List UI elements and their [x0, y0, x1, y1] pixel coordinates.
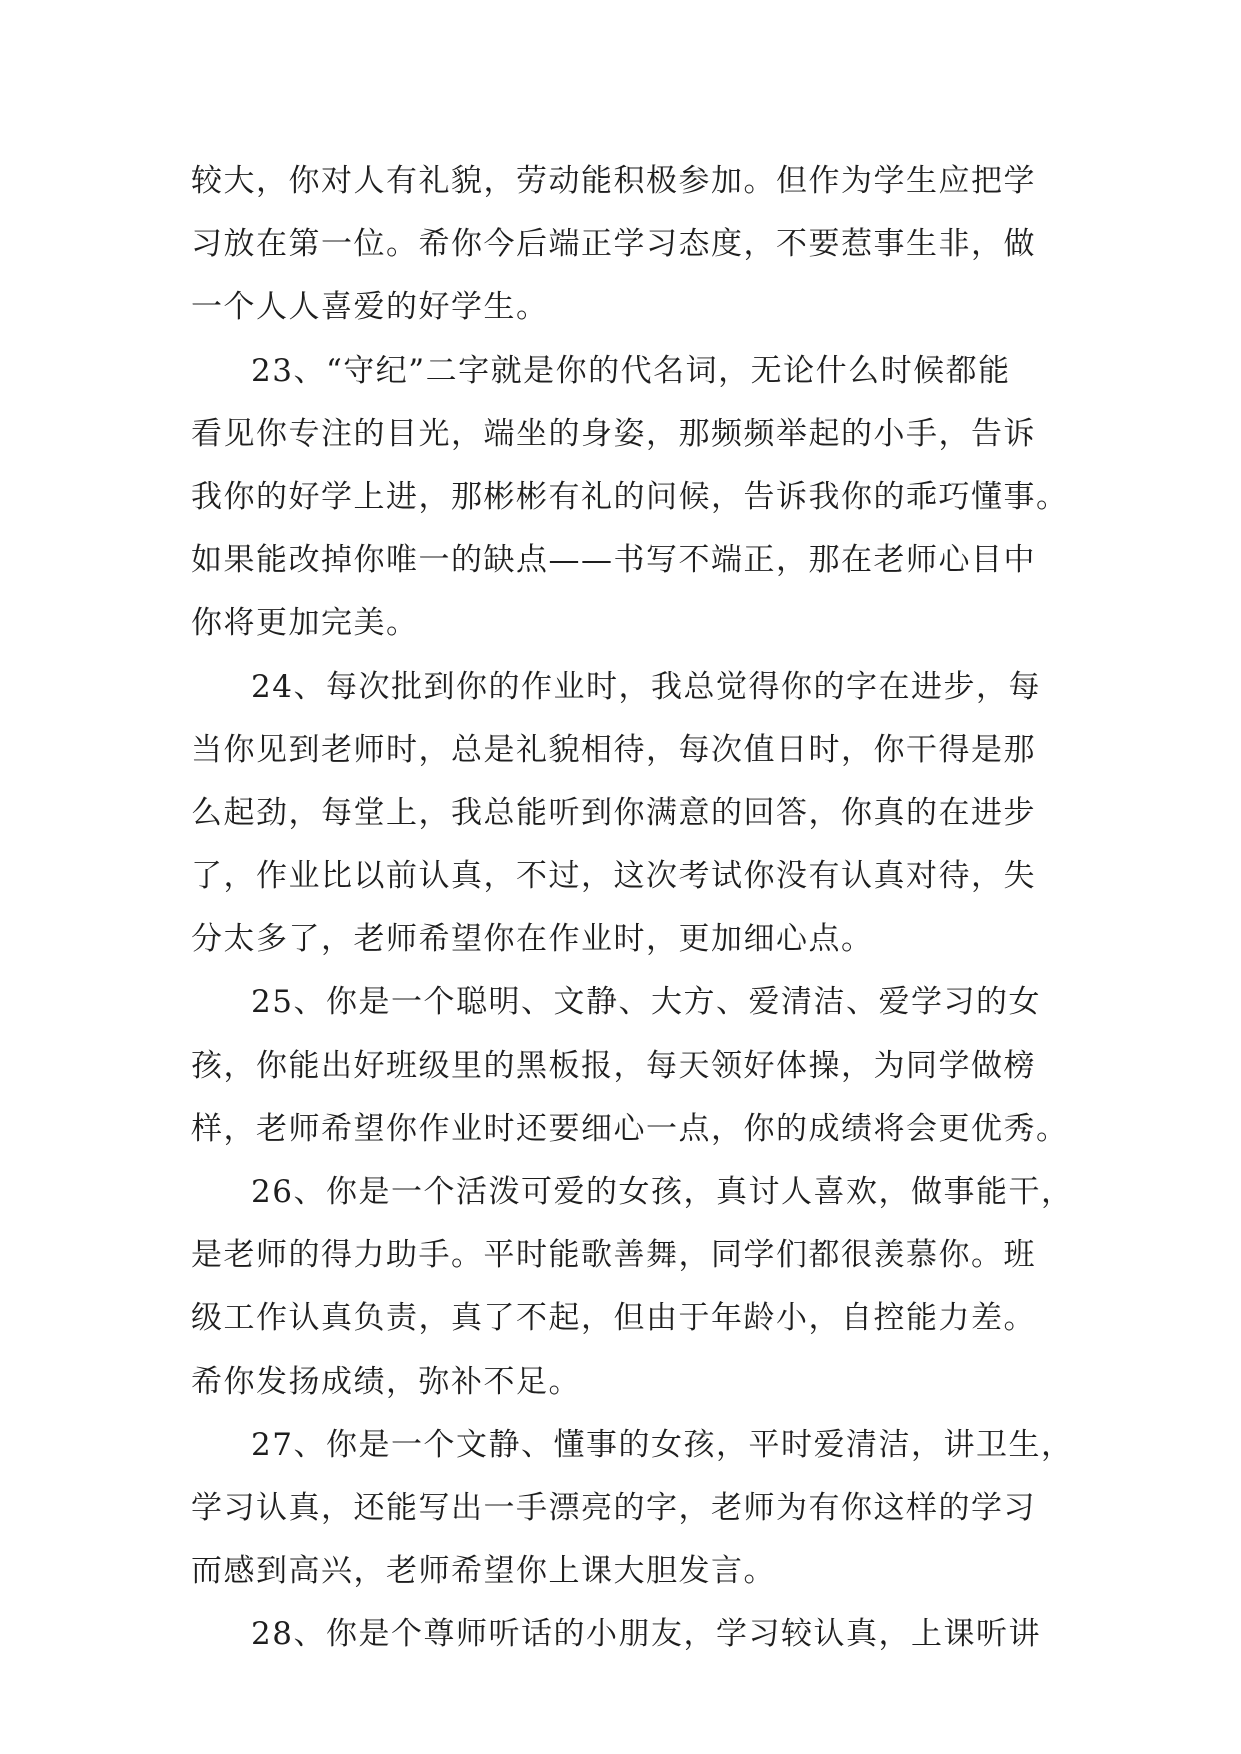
paragraph-25 — [191, 971, 1069, 1161]
paragraph-27 — [191, 1414, 1074, 1604]
text-line: 较大，你对人有礼貌，劳动能积极参加。但作为学生应把学 — [191, 163, 1036, 199]
text-line: 希你发扬成绩，弥补不足。 — [191, 1363, 581, 1400]
text-line: 27、你是一个文静、懂事的女孩，平时爱清洁，讲卫生， — [251, 1426, 1074, 1463]
text-line: 习放在第一位。希你今后端正学习态度，不要惹事生非，做 — [191, 226, 1036, 263]
text-line: 你将更加完美。 — [191, 605, 419, 642]
text-line: 分太多了，老师希望你在作业时，更加细心点。 — [191, 921, 874, 958]
text-line: 是老师的得力助手。平时能歌善舞，同学们都很羡慕你。班 — [191, 1237, 1036, 1274]
text-line: 23、“守纪”二字就是你的代名词，无论什么时候都能 — [251, 352, 1011, 389]
paragraph-24 — [191, 656, 1051, 972]
text-line: 我你的好学上进，那彬彬有礼的问候，告诉我你的乖巧懂事。 — [191, 478, 1069, 515]
text-line: 学习认真，还能写出一手漂亮的字，老师为有你这样的学习 — [191, 1489, 1036, 1526]
document-body — [191, 150, 1074, 1667]
text-line: 26、你是一个活泼可爱的女孩，真讨人喜欢，做事能干， — [251, 1174, 1074, 1210]
text-line: 28、你是个尊师听话的小朋友，学习较认真，上课听讲 — [251, 1616, 1041, 1653]
text-line: 一个人人喜爱的好学生。 — [191, 289, 549, 326]
text-line: 样，老师希望你作业时还要细心一点，你的成绩将会更优秀。 — [191, 1110, 1069, 1147]
text-line: 如果能改掉你唯一的缺点——书写不端正，那在老师心目中 — [191, 542, 1036, 579]
paragraph-28 — [191, 1603, 1051, 1666]
paragraph-22-continued — [191, 150, 1051, 340]
text-line: 而感到高兴，老师希望你上课大胆发言。 — [191, 1553, 776, 1590]
text-line: 25、你是一个聪明、文静、大方、爱清洁、爱学习的女 — [251, 984, 1041, 1021]
text-line: 孩，你能出好班级里的黑板报，每天领好体操，为同学做榜 — [191, 1047, 1036, 1084]
paragraph-23 — [191, 340, 1069, 656]
text-line: 当你见到老师时，总是礼貌相待，每次值日时，你干得是那 — [191, 731, 1036, 768]
text-line: 么起劲，每堂上，我总能听到你满意的回答，你真的在进步 — [191, 794, 1036, 831]
text-line: 24、每次批到你的作业时，我总觉得你的字在进步，每 — [251, 668, 1041, 705]
text-line: 看见你专注的目光，端坐的身姿，那频频举起的小手，告诉 — [191, 415, 1036, 452]
text-line: 级工作认真负责，真了不起，但由于年龄小，自控能力差。 — [191, 1300, 1036, 1337]
text-line: 了，作业比以前认真，不过，这次考试你没有认真对待，失 — [191, 858, 1036, 895]
paragraph-26 — [191, 1161, 1074, 1414]
